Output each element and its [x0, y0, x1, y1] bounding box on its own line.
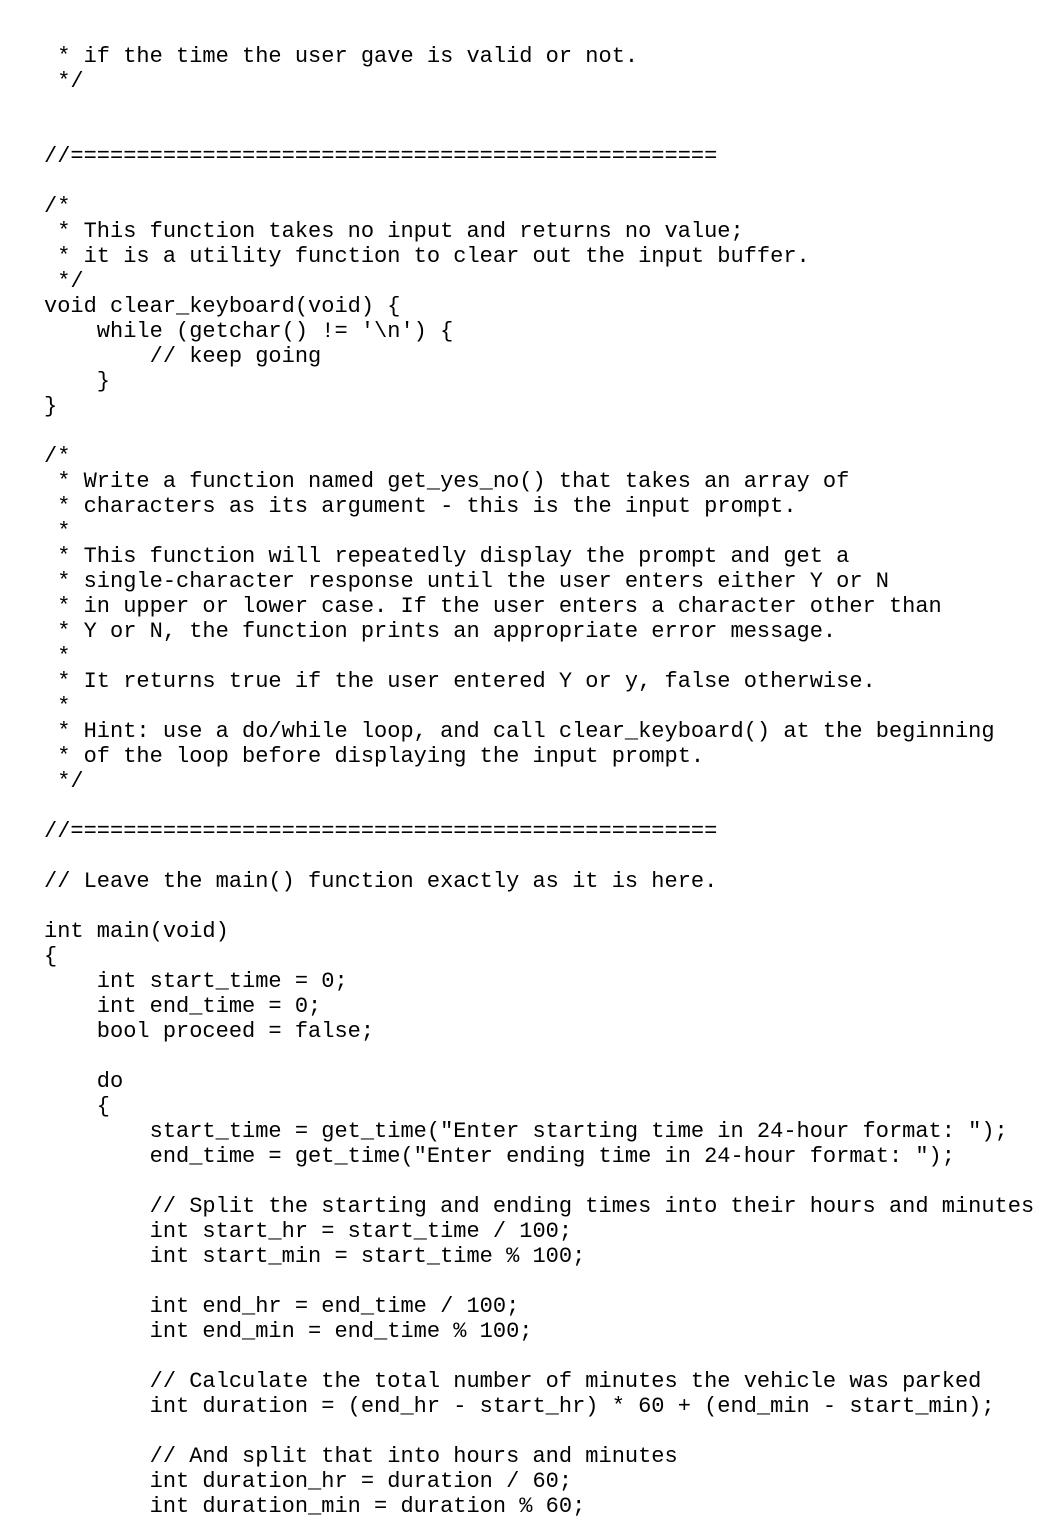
code-line: [44, 844, 1034, 869]
code-line: * it is a utility function to clear out the input buffer.: [44, 244, 810, 269]
code-line: [44, 169, 1034, 194]
code-line: [44, 1344, 1034, 1369]
code-line: * of the loop before displaying the input prompt.: [44, 744, 705, 769]
code-line: bool proceed = false;: [44, 1019, 375, 1044]
code-line: //=================================================: [44, 144, 718, 169]
code-line: [44, 794, 1034, 819]
code-line: * characters as its argument - this is the input prompt.: [44, 494, 797, 519]
code-line: * single-character response until the user enters either Y or N: [44, 569, 889, 594]
code-line: * This function takes no input and returns no value;: [44, 219, 744, 244]
code-line: *: [44, 644, 71, 669]
code-line: }: [44, 369, 111, 394]
code-line: [44, 894, 1034, 919]
code-line: // Leave the main() function exactly as it is here.: [44, 869, 718, 894]
code-line: /*: [44, 444, 71, 469]
code-line: [44, 419, 1034, 444]
code-line: int end_min = end_time % 100;: [44, 1319, 533, 1344]
code-line: [44, 1044, 1034, 1069]
code-line: //=================================================: [44, 819, 718, 844]
code-line: [44, 1419, 1034, 1444]
code-line: // Split the starting and ending times into their hours and minutes: [44, 1194, 1035, 1219]
code-line: [44, 119, 1034, 144]
code-line: // And split that into hours and minutes: [44, 1444, 678, 1469]
code-line: *: [44, 519, 71, 544]
code-line: int duration = (end_hr - start_hr) * 60 + (end_min - start_min);: [44, 1394, 995, 1419]
code-line: * Write a function named get_yes_no() that takes an array of: [44, 469, 850, 494]
code-line: */: [44, 269, 84, 294]
code-line: {: [44, 1094, 111, 1119]
code-line: int end_hr = end_time / 100;: [44, 1294, 520, 1319]
code-line: while (getchar() != '\n') {: [44, 319, 454, 344]
code-line: [44, 1169, 1034, 1194]
code-line: */: [44, 769, 84, 794]
code-line: do: [44, 1069, 124, 1094]
code-line: *: [44, 694, 71, 719]
code-line: */: [44, 69, 84, 94]
code-line: /*: [44, 194, 71, 219]
code-line: * Y or N, the function prints an appropriate error message.: [44, 619, 837, 644]
code-line: {: [44, 944, 58, 969]
code-line: // Calculate the total number of minutes the vehicle was parked: [44, 1369, 982, 1394]
code-line: int duration_min = duration % 60;: [44, 1494, 586, 1519]
code-line: int start_time = 0;: [44, 969, 348, 994]
code-line: * This function will repeatedly display the prompt and get a: [44, 544, 850, 569]
code-line: * It returns true if the user entered Y or y, false otherwise.: [44, 669, 876, 694]
code-line: * Hint: use a do/while loop, and call clear_keyboard() at the beginning: [44, 719, 995, 744]
code-line: [44, 94, 1034, 119]
code-line: void clear_keyboard(void) {: [44, 294, 401, 319]
code-listing: [44, 44, 1034, 1519]
code-line: int main(void): [44, 919, 229, 944]
code-line: * if the time the user gave is valid or not.: [44, 44, 639, 69]
code-line: * in upper or lower case. If the user enters a character other than: [44, 594, 942, 619]
code-line: start_time = get_time("Enter starting time in 24-hour format: ");: [44, 1119, 1008, 1144]
code-line: }: [44, 394, 58, 419]
code-line: end_time = get_time("Enter ending time in 24-hour format: ");: [44, 1144, 955, 1169]
code-line: int duration_hr = duration / 60;: [44, 1469, 573, 1494]
code-line: int start_hr = start_time / 100;: [44, 1219, 573, 1244]
code-line: int start_min = start_time % 100;: [44, 1244, 586, 1269]
code-line: [44, 1269, 1034, 1294]
code-line: int end_time = 0;: [44, 994, 322, 1019]
code-line: // keep going: [44, 344, 322, 369]
